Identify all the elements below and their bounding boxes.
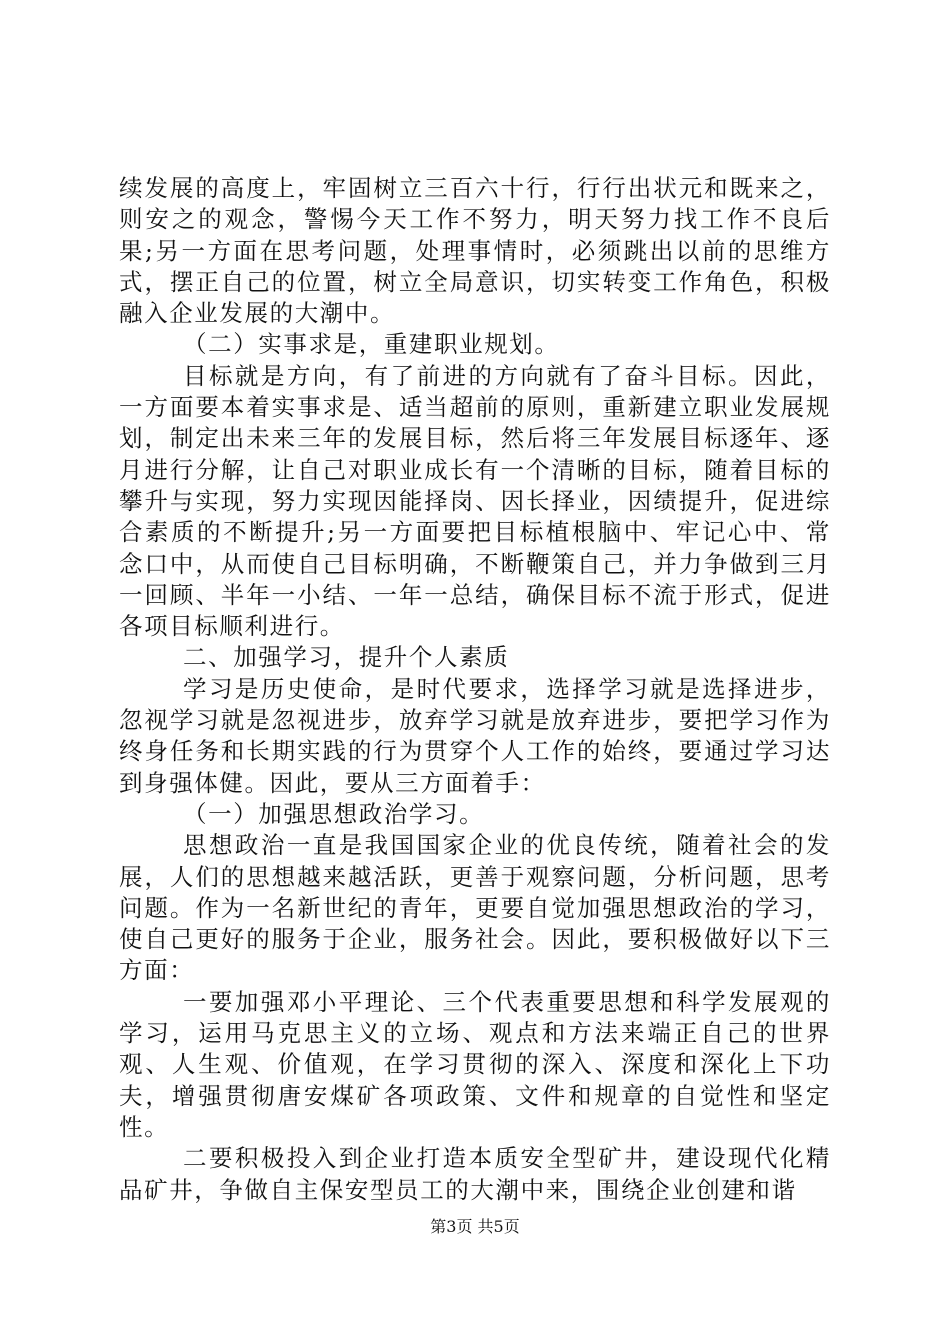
document-body	[119, 173, 831, 1206]
paragraph-point-one: 一要加强邓小平理论、三个代表重要思想和科学发展观的学习，运用马克思主义的立场、观点和方法来端正自己的世界观、人生观、价值观，在学习贯彻的深入、深度和深化上下功夫，增强贯彻唐安煤矿各项政策、文件和规章的自觉性和坚定性。	[119, 987, 831, 1141]
section-heading-political-study: （一）加强思想政治学习。	[183, 799, 485, 828]
paragraph-political-tradition: 思想政治一直是我国国家企业的优良传统，随着社会的发展，人们的思想越来越活跃，更善于观察问题，分析问题，思考问题。作为一名新世纪的青年，更要自觉加强思想政治的学习，使自己更好的服务于企业，服务社会。因此，要积极做好以下三方面：	[119, 831, 831, 985]
section-heading-study: 二、加强学习，提升个人素质	[183, 643, 510, 672]
page-footer: 第3页 共5页	[430, 1217, 520, 1236]
paragraph-goals: 目标就是方向，有了前进的方向就有了奋斗目标。因此，一方面要本着实事求是、适当超前的原则，重新建立职业发展规划，制定出未来三年的发展目标，然后将三年发展目标逐年、逐月进行分解，让自己对职业成长有一个清晰的目标，随着目标的攀升与实现，努力实现因能择岗、因长择业，因绩提升，促进综合素质的不断提升;另一方面要把目标植根脑中、牢记心中、常念口中，从而使自己目标明确，不断鞭策自己，并力争做到三月一回顾、半年一小结、一年一总结，确保目标不流于形式，促进各项目标顺利进行。	[119, 361, 831, 641]
paragraph-continued: 续发展的高度上，牢固树立三百六十行，行行出状元和既来之，则安之的观念，警惕今天工作不努力，明天努力找工作不良后果;另一方面在思考问题，处理事情时，必须跳出以前的思维方式，摆正自己的位置，树立全局意识，切实转变工作角色，积极融入企业发展的大潮中。	[119, 174, 831, 328]
section-heading-career-plan: （二）实事求是，重建职业规划。	[183, 330, 560, 359]
paragraph-point-two: 二要积极投入到企业打造本质安全型矿井，建设现代化精品矿井，争做自主保安型员工的大潮中来，围绕企业创建和谐	[119, 1144, 831, 1204]
paragraph-study-mission: 学习是历史使命，是时代要求，选择学习就是选择进步，忽视学习就是忽视进步，放弃学习就是放弃进步，要把学习作为终身任务和长期实践的行为贯穿个人工作的始终，要通过学习达到身强体健。因此，要从三方面着手：	[119, 674, 831, 797]
